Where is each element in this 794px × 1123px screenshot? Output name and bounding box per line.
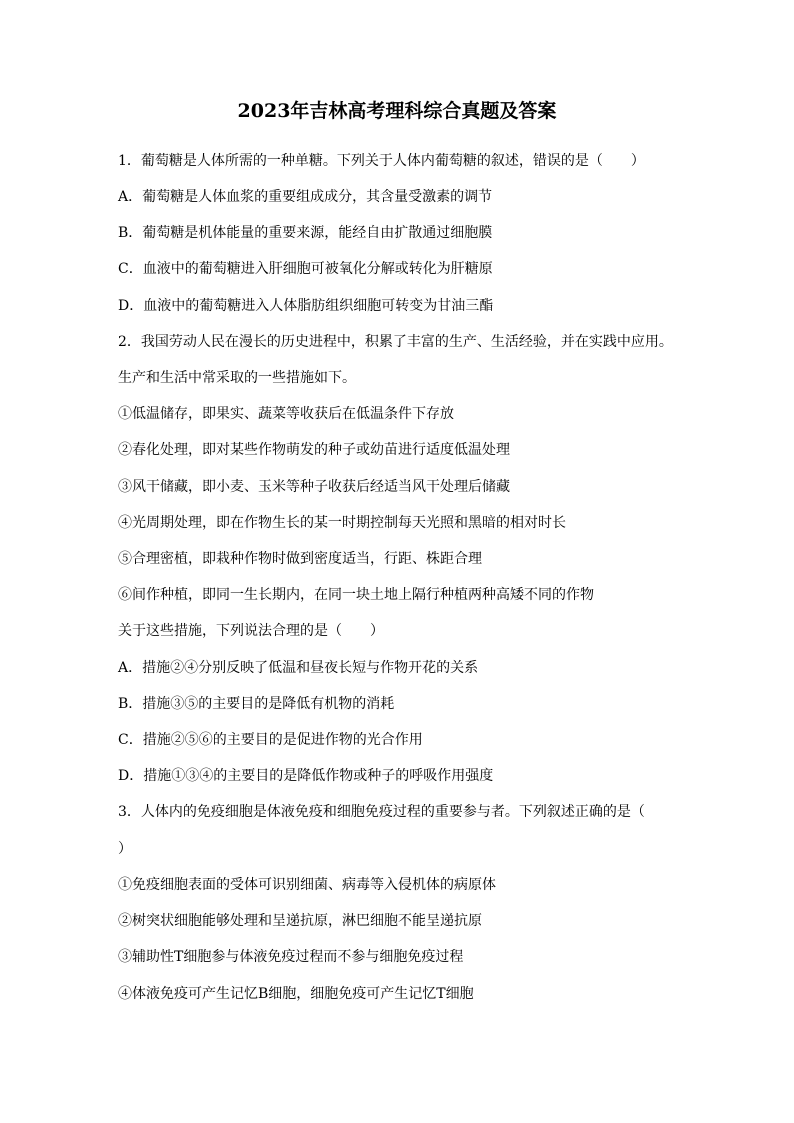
q1-option-a: A．葡萄糖是人体血浆的重要组成成分，其含量受激素的调节 (118, 189, 493, 205)
q1-option-c: C．血液中的葡萄糖进入肝细胞可被氧化分解或转化为肝糖原 (118, 261, 493, 277)
q2-measure-2: ②春化处理，即对某些作物萌发的种子或幼苗进行适度低温处理 (118, 442, 510, 458)
question-3-stem-cont: ） (118, 841, 132, 857)
q2-measure-3: ③风干储藏，即小麦、玉米等种子收获后经适当风干处理后储藏 (118, 479, 510, 495)
q2-measure-4: ④光周期处理，即在作物生长的某一时期控制每天光照和黑暗的相对时长 (118, 515, 566, 531)
question-2-stem-cont: 生产和生活中常采取的一些措施如下。 (118, 370, 356, 386)
q2-option-a: A．措施②④分别反映了低温和昼夜长短与作物开花的关系 (118, 660, 479, 676)
q2-measure-5: ⑤合理密植，即栽种作物时做到密度适当，行距、株距合理 (118, 551, 482, 567)
q2-question: 关于这些措施，下列说法合理的是（ ） (118, 623, 384, 639)
q3-statement-1: ①免疫细胞表面的受体可识别细菌、病毒等入侵机体的病原体 (118, 877, 496, 893)
q1-option-b: B．葡萄糖是机体能量的重要来源，能经自由扩散通过细胞膜 (118, 225, 493, 241)
q1-option-d: D．血液中的葡萄糖进入人体脂肪组织细胞可转变为甘油三酯 (118, 298, 494, 314)
question-2-stem: 2．我国劳动人民在漫长的历史进程中，积累了丰富的生产、生活经验，并在实践中应用。 (118, 334, 673, 350)
question-1-stem: 1．葡萄糖是人体所需的一种单糖。下列关于人体内葡萄糖的叙述，错误的是（ ） (118, 153, 645, 169)
q2-option-d: D．措施①③④的主要目的是降低作物或种子的呼吸作用强度 (118, 768, 494, 784)
q3-statement-2: ②树突状细胞能够处理和呈递抗原，淋巴细胞不能呈递抗原 (118, 913, 482, 929)
q2-measure-1: ①低温储存，即果实、蔬菜等收获后在低温条件下存放 (118, 406, 454, 422)
q3-statement-3: ③辅助性T细胞参与体液免疫过程而不参与细胞免疫过程 (118, 949, 464, 965)
page-title: 2023年吉林高考理科综合真题及答案 (237, 100, 557, 122)
q2-measure-6: ⑥间作种植，即同一生长期内，在同一块土地上隔行种植两种高矮不同的作物 (118, 587, 594, 603)
q3-statement-4: ④体液免疫可产生记忆B细胞，细胞免疫可产生记忆T细胞 (118, 986, 474, 1002)
q2-option-c: C．措施②⑤⑥的主要目的是促进作物的光合作用 (118, 732, 423, 748)
question-3-stem: 3．人体内的免疫细胞是体液免疫和细胞免疫过程的重要参与者。下列叙述正确的是（ (118, 804, 645, 820)
q2-option-b: B．措施③⑤的主要目的是降低有机物的消耗 (118, 696, 395, 712)
